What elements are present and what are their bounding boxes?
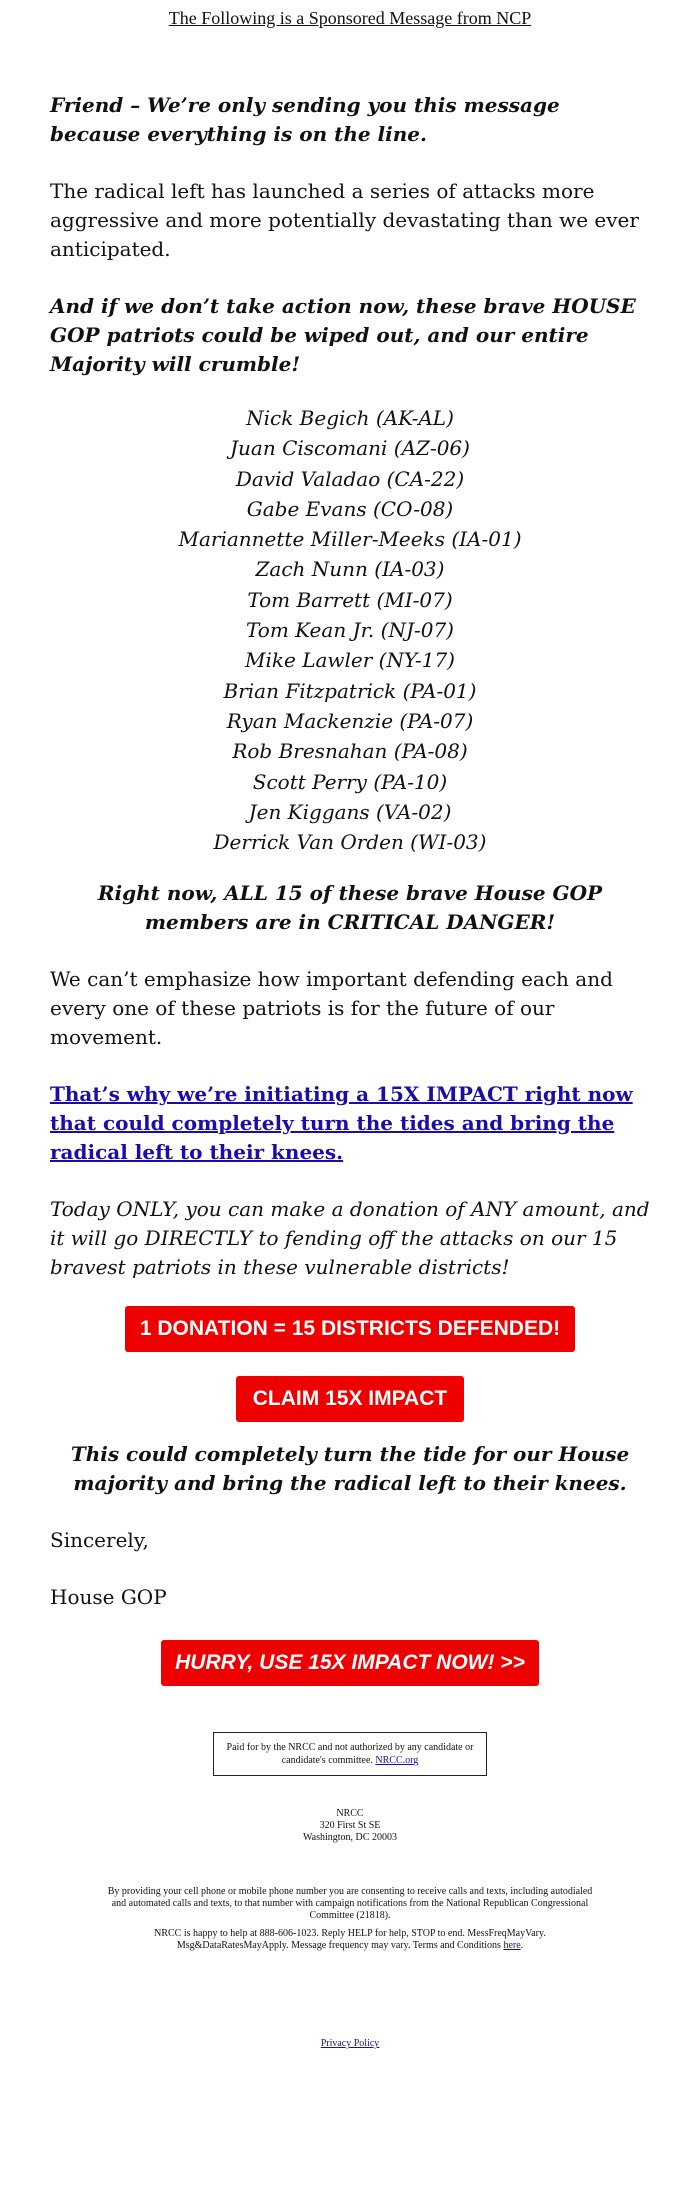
member-item: Nick Begich (AK-AL)	[246, 406, 454, 430]
signoff: Sincerely,	[50, 1528, 149, 1553]
paid-for-text: Paid for by the NRCC and not authorized by any candidate or candidate's committee.	[226, 1742, 474, 1767]
member-item: Tom Kean Jr. (NJ-07)	[246, 618, 454, 643]
member-item: Derrick Van Orden (WI-03)	[213, 830, 487, 855]
members-list	[50, 403, 650, 857]
member-item: Rob Bresnahan (PA-08)	[232, 739, 468, 764]
terms-here-link[interactable]: here	[503, 1940, 521, 1952]
member-item: David Valadao (CA-22)	[235, 466, 465, 491]
help-text-block: NRCC is happy to help at 888-606-1023. Reply HELP for help, STOP to end. MessFreqMayVary. Msg&DataRatesMayApply. Message frequency may vary. Terms and Conditions here.	[154, 1928, 546, 1952]
member-item: Gabe Evans (CO-08)	[246, 496, 454, 521]
member-item: Brian Fitzpatrick (PA-01)	[223, 678, 477, 703]
greeting: Friend – We’re only sending you this message because everything is on the line.	[50, 93, 560, 146]
member-item: Juan Ciscomani (AZ-06)	[230, 436, 470, 461]
para-today: Today ONLY, you can make a donation of ANY amount, and it will go DIRECTLY to fending off the attacks on our 15 bravest patriots in these vulnerable districts!	[50, 1197, 650, 1280]
nrcc-link[interactable]: NRCC.org	[375, 1755, 419, 1767]
signature: House GOP	[50, 1585, 167, 1610]
address-city: Washington, DC 20003	[303, 1832, 397, 1844]
impact-link[interactable]: That’s why we’re initiating a 15X IMPACT right now that could completely turn the tides and bring the radical left to their knees.	[50, 1082, 633, 1165]
donation-button[interactable]: 1 DONATION = 15 DISTRICTS DEFENDED!	[125, 1306, 575, 1352]
member-item: Ryan Mackenzie (PA-07)	[226, 708, 474, 733]
member-item: Tom Barrett (MI-07)	[247, 587, 453, 612]
para-attacks: The radical left has launched a series of attacks more aggressive and more potentially devastating than we ever anticipated.	[50, 179, 639, 261]
address-name: NRCC	[336, 1808, 364, 1820]
para-emphasize: We can’t emphasize how important defending each and every one of these patriots is for the future of our movement.	[50, 967, 613, 1050]
member-item: Jen Kiggans (VA-02)	[248, 799, 452, 824]
help-text: NRCC is happy to help at 888-606-1023. Reply HELP for help, STOP to end. MessFreqMayVary. Msg&DataRatesMayApply. Message frequency may vary. Terms and Conditions	[154, 1928, 546, 1952]
sponsor-line: The Following is a Sponsored Message from NCP	[168, 8, 532, 28]
privacy-policy-row	[0, 2038, 700, 2050]
claim-impact-button[interactable]: CLAIM 15X IMPACT	[236, 1376, 464, 1422]
message-content	[0, 91, 700, 1686]
para-turn: This could completely turn the tide for our House majority and bring the radical left to their knees.	[70, 1442, 630, 1496]
hurry-button[interactable]: HURRY, USE 15X IMPACT NOW! >>	[161, 1640, 539, 1686]
address-street: 320 First St SE	[319, 1820, 381, 1832]
member-item: Mike Lawler (NY-17)	[245, 648, 455, 673]
member-item: Mariannette Miller-Meeks (IA-01)	[178, 527, 522, 552]
consent-text: By providing your cell phone or mobile phone number you are consenting to receive calls and texts, including autodialed and automated calls and texts, to that number with campaign notifications from the National Republican Congressional Committee (21818).	[107, 1886, 593, 1922]
privacy-policy-link[interactable]: Privacy Policy	[320, 2038, 380, 2050]
para-action: And if we don’t take action now, these brave HOUSE GOP patriots could be wiped out, and our entire Majority will crumble!	[50, 294, 636, 376]
address-block	[0, 1808, 700, 1844]
member-item: Zach Nunn (IA-03)	[255, 557, 445, 582]
member-item: Scott Perry (PA-10)	[252, 769, 448, 794]
danger-headline: Right now, ALL 15 of these brave House GOP members are in CRITICAL DANGER!	[97, 881, 603, 935]
paid-for-box	[213, 1732, 487, 1776]
